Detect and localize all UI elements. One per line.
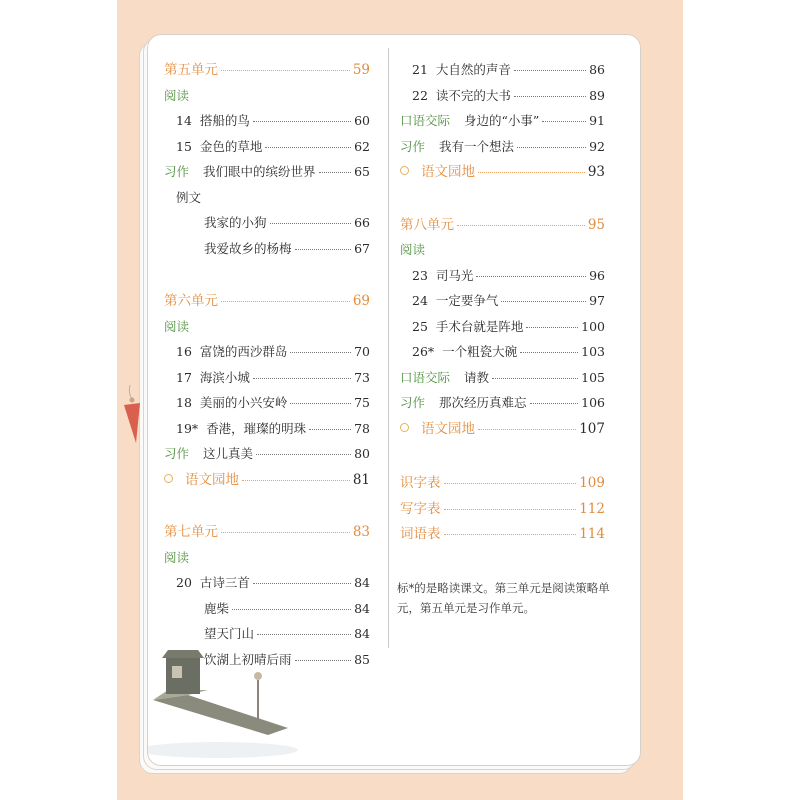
page-number: 91	[589, 113, 605, 128]
leader-dots	[444, 534, 577, 535]
leader-dots	[290, 352, 351, 353]
toc-garden-entry	[400, 164, 605, 180]
toc-section-label	[164, 550, 370, 566]
lesson-title: 富饶的西沙群岛	[199, 344, 288, 359]
toc-unit-heading	[164, 293, 370, 309]
lesson-title: 香港，璀璨的明珠	[206, 420, 307, 436]
toc-garden-entry	[400, 421, 605, 437]
footnote: 标*的是略读课文。第三单元是阅读策略单元，第五单元是习作单元。	[397, 581, 610, 615]
toc-unit-heading	[400, 217, 605, 233]
lesson-number: 14	[176, 113, 192, 128]
page-number: 83	[352, 524, 370, 540]
sub-title: 我爱故乡的杨梅	[204, 240, 292, 256]
unit-title: 词语表	[400, 526, 441, 542]
page-number: 92	[589, 138, 605, 154]
page-number: 80	[354, 446, 370, 461]
leader-dots	[253, 378, 351, 379]
bookmark-tassel-icon	[112, 385, 142, 445]
toc-labeled-entry	[400, 395, 605, 411]
unit-title: 识字表	[400, 475, 441, 491]
leader-dots	[242, 480, 350, 481]
garden-title: 语文园地	[185, 471, 239, 488]
page-number: 81	[352, 471, 370, 488]
lesson-title: 读不完的大书	[435, 87, 511, 103]
toc-labeled-entry	[400, 370, 605, 386]
leader-dots	[444, 509, 577, 510]
page-number: 109	[579, 475, 605, 491]
lesson-number: 17	[176, 369, 192, 385]
column-divider	[388, 48, 389, 648]
lesson-number: 24	[412, 293, 428, 308]
lesson-number: 20	[176, 575, 192, 590]
plain-title: 例文	[176, 189, 202, 205]
page-number: 70	[354, 344, 370, 359]
lesson-number: 21	[412, 62, 428, 77]
toc-labeled-entry	[164, 446, 370, 462]
entry-tag: 习作	[400, 138, 426, 154]
leader-dots	[257, 634, 351, 635]
unit-title: 第八单元	[400, 216, 454, 233]
lesson-title: 一个粗瓷大碗	[442, 344, 518, 359]
toc-sub-entry	[204, 601, 370, 617]
circle-icon	[400, 423, 409, 432]
toc-lesson	[176, 344, 370, 360]
section-title: 阅读	[164, 549, 190, 565]
toc-labeled-entry	[400, 139, 605, 155]
toc-unit-heading	[164, 524, 370, 540]
page-number: 84	[354, 600, 370, 616]
leader-dots	[319, 172, 352, 173]
leader-dots	[256, 454, 351, 455]
sub-title: 饮湖上初晴后雨	[204, 651, 292, 667]
page-number: 93	[587, 164, 605, 180]
page-number: 59	[352, 62, 370, 78]
page-number: 100	[581, 318, 605, 334]
entry-title: 那次经历真难忘	[439, 395, 527, 410]
leader-dots	[514, 70, 586, 71]
leader-dots	[290, 403, 351, 404]
toc-labeled-entry	[164, 164, 370, 180]
leader-dots	[444, 483, 577, 484]
leader-dots	[270, 223, 352, 224]
toc-sub-entry	[204, 241, 370, 257]
page-number: 96	[589, 267, 605, 283]
toc-garden-entry	[164, 472, 370, 488]
page-number: 73	[354, 369, 370, 385]
lesson-title: 大自然的声音	[435, 62, 511, 77]
page-number: 97	[589, 293, 605, 308]
page-number: 95	[587, 216, 605, 233]
lesson-number: 16	[176, 344, 192, 359]
lesson-title: 美丽的小兴安岭	[199, 395, 288, 410]
lesson-number: 18	[176, 395, 192, 410]
lesson-number: 25	[412, 318, 428, 334]
page-number: 105	[581, 369, 605, 385]
lesson-number: 23	[412, 267, 428, 283]
unit-title: 第七单元	[164, 524, 218, 540]
page-number: 85	[354, 651, 370, 667]
circle-icon	[164, 474, 173, 483]
toc-unit-heading	[400, 526, 605, 542]
sub-title: 望天门山	[204, 626, 255, 641]
leader-dots	[492, 378, 578, 379]
toc-lesson	[176, 370, 370, 386]
lesson-title: 司马光	[435, 267, 474, 283]
page-number: 67	[354, 240, 370, 256]
unit-title: 写字表	[400, 500, 441, 517]
lesson-number: 22	[412, 87, 428, 103]
lesson-title: 手术台就是阵地	[435, 318, 524, 334]
section-title: 阅读	[164, 318, 190, 334]
toc-lesson	[176, 421, 370, 437]
page-number: 75	[354, 395, 370, 410]
toc-sub-entry	[204, 215, 370, 231]
toc-unit-heading	[400, 501, 605, 517]
page-number: 78	[354, 420, 370, 436]
sub-title: 我家的小狗	[204, 215, 267, 230]
page-number: 107	[579, 420, 605, 437]
garden-title: 语文园地	[421, 420, 475, 437]
toc-unit-heading	[164, 62, 370, 78]
entry-tag: 口语交际	[400, 113, 451, 128]
toc-labeled-entry	[400, 113, 605, 129]
page-number: 112	[579, 500, 605, 517]
leader-dots	[542, 121, 586, 122]
toc-lesson	[176, 139, 370, 155]
unit-title: 第五单元	[164, 62, 218, 78]
toc-plain-label	[176, 190, 370, 206]
toc-lesson	[412, 88, 605, 104]
lesson-number: 26*	[412, 344, 435, 359]
toc-lesson	[412, 293, 605, 309]
leader-dots	[476, 276, 586, 277]
page-number: 62	[354, 138, 370, 154]
lesson-title: 搭船的鸟	[199, 113, 250, 128]
leader-dots	[530, 403, 579, 404]
toc-section-label	[164, 88, 370, 104]
toc-lesson	[412, 319, 605, 335]
leader-dots	[517, 147, 586, 148]
page-number: 106	[581, 395, 605, 410]
circle-icon	[400, 166, 409, 175]
toc-section-label	[164, 319, 370, 335]
leader-dots	[309, 429, 351, 430]
toc-lesson	[412, 344, 605, 360]
toc-lesson	[176, 395, 370, 411]
entry-title: 我有一个想法	[439, 138, 515, 154]
toc-lesson	[176, 575, 370, 591]
entry-title: 这儿真美	[203, 446, 254, 461]
entry-title: 请教	[464, 369, 490, 385]
page-number: 84	[354, 626, 370, 641]
page-number: 86	[589, 62, 605, 77]
lesson-title: 海滨小城	[199, 369, 250, 385]
leader-dots	[253, 583, 351, 584]
leader-dots	[221, 70, 350, 71]
leader-dots	[221, 532, 350, 533]
leader-dots	[520, 352, 578, 353]
lesson-title: 金色的草地	[199, 138, 263, 154]
leader-dots	[478, 429, 576, 430]
page-number: 69	[352, 293, 370, 309]
leader-dots	[501, 301, 586, 302]
page-number: 89	[589, 87, 605, 103]
leader-dots	[478, 172, 585, 173]
leader-dots	[295, 249, 352, 250]
leader-dots	[221, 301, 350, 302]
leader-dots	[526, 327, 578, 328]
garden-title: 语文园地	[421, 164, 475, 180]
page-number: 103	[581, 344, 605, 359]
lesson-number: 15	[176, 138, 192, 154]
entry-title: 身边的“小事”	[464, 113, 540, 128]
toc-lesson	[176, 113, 370, 129]
sub-title: 鹿柴	[204, 600, 230, 616]
entry-tag: 习作	[400, 395, 426, 410]
lesson-number: 19*	[176, 420, 199, 436]
leader-dots	[253, 121, 351, 122]
boat-illustration-icon	[148, 640, 328, 760]
page-number: 114	[579, 526, 605, 542]
leader-dots	[457, 225, 585, 226]
leader-dots	[232, 609, 351, 610]
section-title: 阅读	[400, 242, 426, 257]
toc-section-label	[400, 242, 605, 258]
entry-tag: 习作	[164, 446, 190, 461]
toc-lesson	[412, 268, 605, 284]
toc-lesson	[412, 62, 605, 78]
page-number: 60	[354, 113, 370, 128]
toc-unit-heading	[400, 475, 605, 491]
page-number: 84	[354, 575, 370, 590]
entry-tag: 习作	[164, 164, 190, 179]
leader-dots	[514, 96, 586, 97]
page-number: 65	[354, 164, 370, 179]
entry-tag: 口语交际	[400, 369, 451, 385]
entry-title: 我们眼中的缤纷世界	[203, 164, 316, 179]
lesson-title: 一定要争气	[435, 293, 499, 308]
lesson-title: 古诗三首	[199, 575, 250, 590]
unit-title: 第六单元	[164, 293, 218, 309]
leader-dots	[265, 147, 351, 148]
page-number: 66	[354, 215, 370, 230]
section-title: 阅读	[164, 87, 190, 103]
